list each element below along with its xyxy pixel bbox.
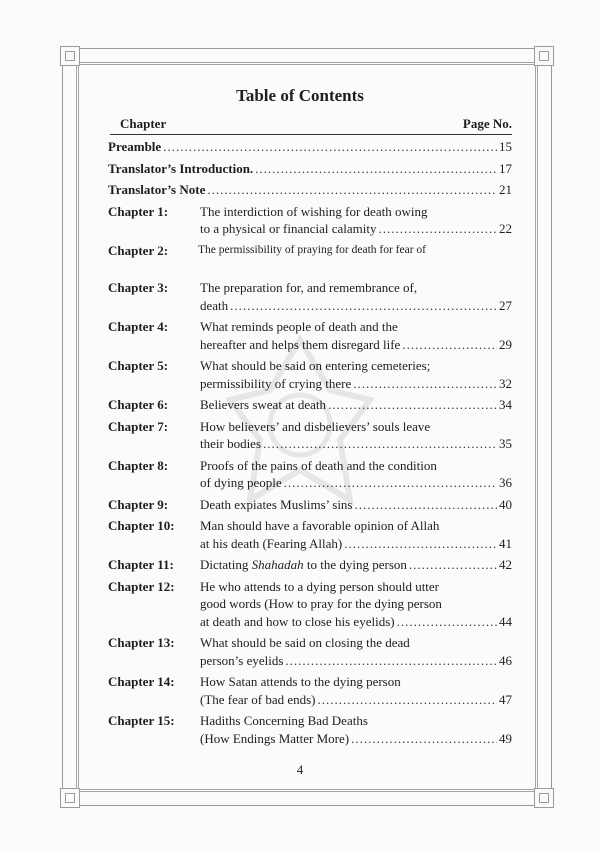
chapter-title-line: The interdiction of wishing for death owing — [200, 203, 428, 219]
toc-entry-last-line — [200, 297, 512, 315]
toc-page-number: 35 — [499, 436, 512, 451]
toc-entry-line — [108, 138, 512, 156]
toc-entry-last-line — [200, 535, 512, 553]
toc-entry-last-line — [200, 652, 512, 670]
toc-entry-text: (How Endings Matter More) — [200, 730, 350, 746]
toc-page-number: 17 — [499, 160, 512, 176]
chapter-column-header: Chapter — [120, 116, 167, 131]
chapter-title-line: How believers’ and disbelievers’ souls leave — [200, 418, 431, 434]
dot-leader — [409, 556, 497, 574]
dot-leader — [318, 691, 498, 709]
toc-entry-text: The permissibility of praying for death for fear of — [198, 243, 427, 256]
toc-entry-last-line — [200, 730, 512, 748]
toc-entry-text — [200, 556, 407, 574]
chapter-title — [200, 496, 512, 514]
dot-leader — [397, 613, 497, 631]
toc-page-number: 46 — [499, 652, 512, 668]
dot-leader — [284, 474, 497, 492]
toc-entry-text: hereafter and helps them disregard life — [200, 336, 401, 352]
chapter-title — [200, 279, 512, 314]
toc-page-number: 41 — [499, 535, 512, 551]
toc-entry-chapter[interactable] — [108, 634, 512, 669]
page-column-header: Page No. — [462, 116, 512, 131]
dot-leader — [163, 138, 497, 156]
toc-entry-chapter[interactable] — [108, 318, 512, 353]
toc-page-number: 29 — [499, 336, 512, 352]
toc-entry-chapter[interactable] — [108, 203, 512, 238]
toc-entry-text-part: Dictating — [200, 557, 252, 572]
toc-entry-label: Preamble — [108, 139, 162, 154]
chapter-label: Chapter 15: — [108, 713, 175, 728]
dot-leader — [353, 375, 497, 393]
toc-entry-chapter[interactable] — [108, 517, 512, 552]
chapter-title-line: How Satan attends to the dying person — [200, 674, 401, 689]
dot-leader — [402, 336, 497, 354]
chapter-title-line: good words (How to pray for the dying person — [200, 596, 442, 611]
toc-entry[interactable] — [108, 160, 512, 178]
toc-entry-line — [108, 160, 512, 178]
chapter-label: Chapter 6: — [108, 397, 169, 412]
chapter-label: Chapter 12: — [108, 578, 175, 594]
chapter-title — [200, 457, 512, 492]
dot-leader — [207, 181, 497, 199]
toc-entry-text-emphasis: Shahadah — [251, 557, 304, 572]
chapter-title-line: The preparation for, and remembrance of, — [200, 280, 418, 295]
chapter-label: Chapter 7: — [108, 418, 169, 434]
toc-entry-chapter[interactable] — [108, 396, 512, 414]
toc-entry-text: of dying people — [200, 475, 282, 490]
toc-entry-chapter[interactable] — [108, 578, 512, 631]
chapter-title-line: He who attends to a dying person should utter — [200, 578, 440, 594]
border-corner-ornament — [534, 46, 554, 66]
toc-header — [110, 116, 512, 135]
chapter-label: Chapter 2: — [108, 242, 169, 258]
toc-entry-text: person’s eyelids — [200, 652, 284, 668]
dot-leader — [255, 160, 497, 178]
toc-entry-chapter[interactable] — [108, 673, 512, 708]
toc-entry-text: Believers sweat at death — [200, 397, 326, 412]
toc-entry-last-line — [200, 220, 512, 238]
toc-entry-label: Translator’s Note — [108, 182, 206, 197]
toc-page-number: 40 — [499, 496, 512, 512]
chapter-label: Chapter 5: — [108, 358, 169, 373]
toc-entry-last-line — [200, 396, 512, 414]
toc-page-number: 36 — [499, 475, 512, 490]
toc-entry[interactable] — [108, 181, 512, 199]
toc-entry-text: death — [200, 297, 229, 313]
toc-entry-chapter[interactable] — [108, 279, 512, 314]
chapter-label: Chapter 10: — [108, 518, 175, 533]
toc-entry-chapter[interactable] — [108, 457, 512, 492]
toc-entry-last-line — [200, 556, 512, 574]
toc-page-number: 47 — [499, 691, 512, 707]
toc-page-number: 15 — [499, 139, 512, 154]
toc-entry-text-part: to the dying person — [303, 557, 407, 572]
chapter-title-line: What should be said on entering cemeteries; — [200, 358, 431, 373]
dot-leader — [351, 730, 497, 748]
chapter-title — [200, 418, 512, 453]
toc-entry-text: their bodies — [200, 436, 262, 451]
chapter-title — [200, 634, 512, 669]
dot-leader — [344, 535, 497, 553]
toc-entry-chapter[interactable] — [108, 712, 512, 747]
chapter-label: Chapter 9: — [108, 496, 169, 512]
toc-entry-last-line — [200, 435, 512, 453]
dot-leader — [328, 396, 497, 414]
chapter-title-line: What should be said on closing the dead — [200, 635, 410, 650]
toc-entry-last-line — [200, 336, 512, 354]
toc-entry-chapter[interactable] — [108, 496, 512, 514]
chapter-title — [200, 517, 512, 552]
dot-leader — [263, 435, 497, 453]
toc-entry-text: at death and how to close his eyelids) — [200, 613, 395, 629]
chapter-label: Chapter 4: — [108, 319, 169, 334]
toc-entry-text: (The fear of bad ends) — [200, 691, 316, 707]
toc-entry-chapter[interactable] — [108, 418, 512, 453]
chapter-title — [200, 712, 512, 747]
chapter-title-line: Hadiths Concerning Bad Deaths — [200, 713, 368, 728]
chapter-label: Chapter 14: — [108, 674, 175, 689]
chapter-title — [200, 673, 512, 708]
toc-entry-text: Death expiates Muslims’ sins — [200, 496, 353, 512]
chapter-label: Chapter 1: — [108, 203, 169, 219]
dot-leader — [355, 496, 498, 514]
toc-entry-text: permissibility of crying there — [200, 375, 352, 391]
chapter-title — [200, 396, 512, 414]
page-title: Table of Contents — [236, 86, 364, 105]
toc-entry-last-line — [200, 496, 512, 514]
toc-entry-label: Translator’s Introduction. — [108, 160, 254, 176]
chapter-title — [200, 556, 512, 574]
toc-page-number: 27 — [499, 297, 512, 313]
toc-entry-last-line — [200, 691, 512, 709]
border-corner-ornament — [534, 788, 554, 808]
page-number: 4 — [296, 762, 304, 777]
toc-entry-line — [108, 181, 512, 199]
toc-page-number: 44 — [499, 613, 512, 629]
toc-page-number: 22 — [499, 221, 512, 236]
toc-entry-text: at his death (Fearing Allah) — [200, 535, 343, 551]
border-corner-ornament — [60, 788, 80, 808]
chapter-label: Chapter 11: — [108, 557, 174, 572]
dot-leader — [230, 297, 497, 315]
toc-entry-chapter[interactable] — [108, 242, 512, 260]
chapter-title — [198, 242, 512, 260]
chapter-title — [200, 578, 512, 631]
chapter-label: Chapter 8: — [108, 457, 169, 473]
chapter-title-line: What reminds people of death and the — [200, 319, 398, 334]
toc-entry[interactable] — [108, 138, 512, 156]
toc-entry-last-line — [200, 474, 512, 492]
toc-page-number: 42 — [499, 557, 512, 572]
toc-page-number: 49 — [499, 730, 512, 746]
toc-page-number: 32 — [499, 375, 512, 391]
toc-entry-chapter[interactable] — [108, 556, 512, 574]
toc-entry-chapter[interactable] — [108, 357, 512, 392]
chapter-title — [200, 203, 512, 238]
chapter-label: Chapter 13: — [108, 635, 175, 650]
toc-page-number: 21 — [499, 182, 512, 197]
toc-entry-text: to a physical or financial calamity — [200, 221, 377, 236]
toc-entry-last-line — [200, 375, 512, 393]
toc-entry-last-line — [198, 242, 512, 260]
dot-leader — [379, 220, 497, 238]
chapter-label: Chapter 3: — [108, 280, 169, 295]
border-corner-ornament — [60, 46, 80, 66]
chapter-title — [200, 318, 512, 353]
toc-page-number: 34 — [499, 397, 512, 412]
chapter-title-line: Man should have a favorable opinion of Allah — [200, 518, 440, 533]
toc-entry-last-line — [200, 613, 512, 631]
dot-leader — [285, 652, 497, 670]
chapter-title-line: Proofs of the pains of death and the condition — [200, 457, 437, 473]
chapter-title — [200, 357, 512, 392]
